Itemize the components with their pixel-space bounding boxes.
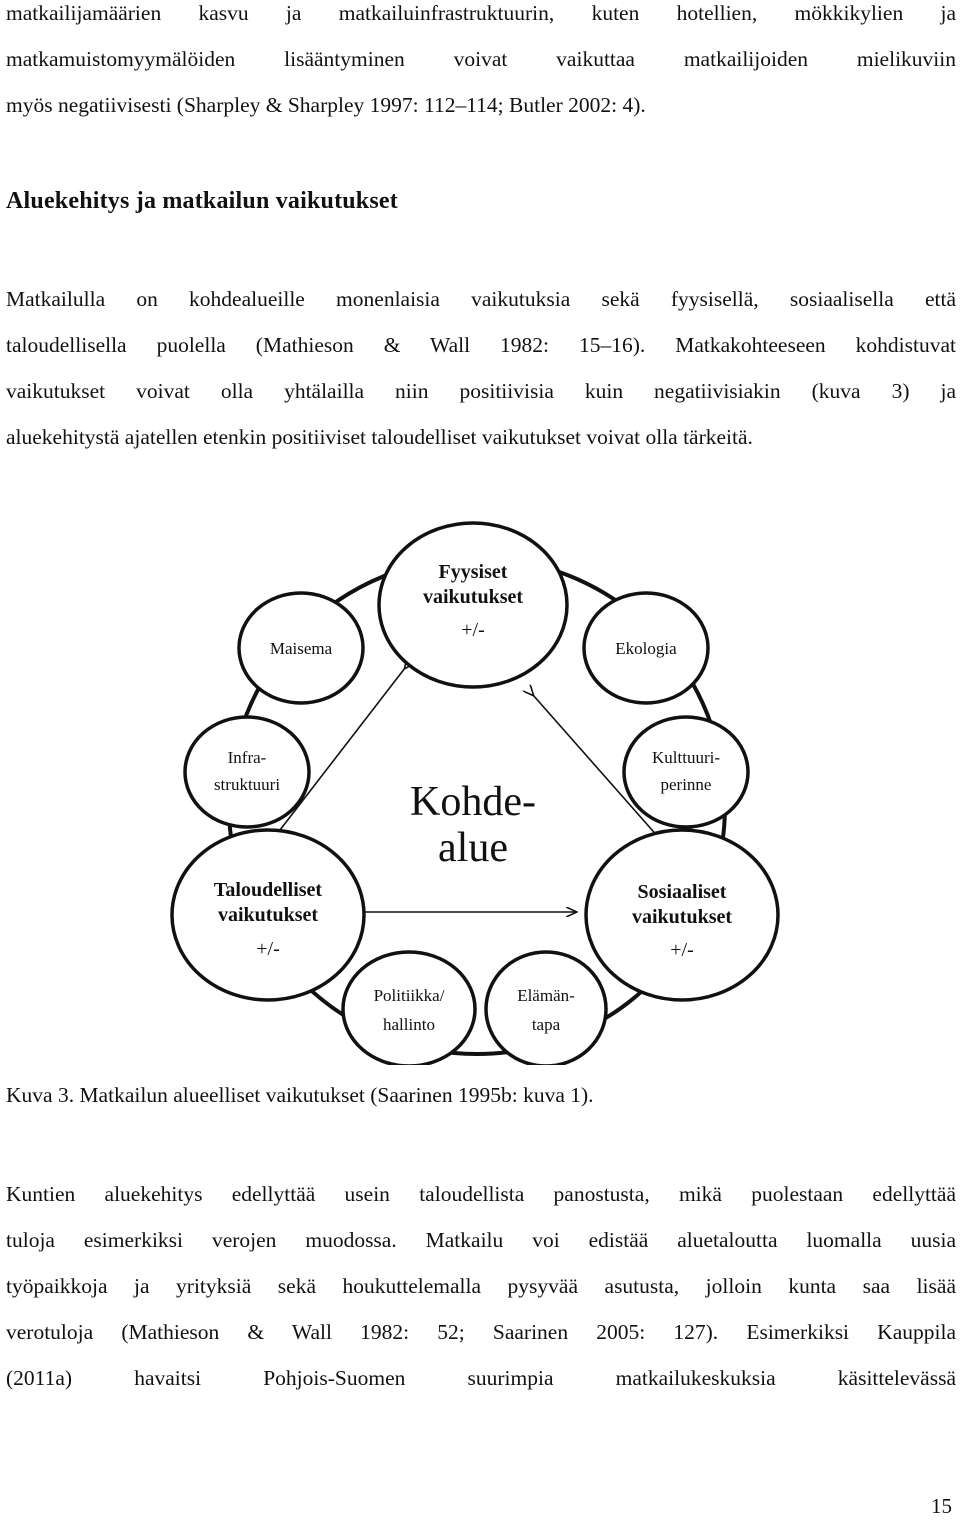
node-politiikka	[343, 952, 475, 1065]
text-line: myös negatiivisesti (Sharpley & Sharpley 1997: 112–114; Butler 2002: 4).	[6, 93, 646, 117]
impact-diagram	[150, 520, 810, 1065]
node-label: Taloudelliset	[213, 879, 323, 901]
page-number: 15	[931, 1494, 952, 1518]
text-line: verotuloja (Mathieson & Wall 1982: 52; Saarinen 2005: 127). Esimerkiksi Kauppila	[6, 1320, 956, 1344]
node-maisema	[239, 593, 363, 703]
node-elamantapa	[486, 952, 606, 1065]
node-sign: +/-	[461, 619, 485, 641]
node-infrastruktuuri	[185, 717, 309, 827]
body-paragraph-2	[6, 1171, 956, 1401]
node-ekologia	[584, 593, 708, 703]
intro-paragraph	[6, 0, 956, 128]
node-label: Fyysiset	[438, 561, 508, 583]
node-kulttuuriperinne	[624, 717, 748, 827]
node-sign: +/-	[256, 938, 280, 960]
node-taloudelliset	[172, 830, 364, 1000]
figure-caption: Kuva 3. Matkailun alueelliset vaikutukset (Saarinen 1995b: kuva 1).	[6, 1083, 594, 1107]
node-label: Maisema	[269, 639, 333, 658]
text-line: matkamuistomyymälöiden lisääntyminen voivat vaikuttaa matkailijoiden mielikuviin	[6, 47, 956, 71]
node-label: Elämän-	[517, 986, 575, 1005]
text-line: Matkailulla on kohdealueille monenlaisia vaikutuksia sekä fyysisellä, sosiaalisella että	[6, 287, 956, 311]
text-line: Kuntien aluekehitys edellyttää usein taloudellista panostusta, mikä puolestaan edellyttää	[6, 1182, 956, 1206]
text-line: vaikutukset voivat olla yhtälailla niin positiivisia kuin negatiivisiakin (kuva 3) ja	[6, 379, 956, 403]
node-sosiaaliset	[586, 830, 778, 1000]
center-label-line: alue	[438, 825, 508, 871]
section-heading: Aluekehitys ja matkailun vaikutukset	[6, 188, 398, 214]
text-line: työpaikkoja ja yrityksiä sekä houkuttelemalla pysyvää asutusta, jolloin kunta saa lisää	[6, 1274, 956, 1298]
node-label: struktuuri	[213, 775, 281, 794]
text-line: aluekehitystä ajatellen etenkin positiiviset taloudelliset vaikutukset voivat olla tärkeitä.	[6, 425, 753, 449]
center-label	[410, 779, 536, 871]
text-line: (2011a) havaitsi Pohjois-Suomen suurimpia matkailukeskuksia käsittelevässä	[6, 1366, 956, 1390]
node-label: vaikutukset	[631, 906, 733, 928]
text-line: matkailijamäärien kasvu ja matkailuinfrastruktuurin, kuten hotellien, mökkikylien ja	[6, 1, 956, 25]
node-label: Kulttuuri-	[652, 748, 720, 767]
node-label: Sosiaaliset	[637, 881, 727, 903]
node-label: perinne	[660, 775, 712, 794]
node-label: vaikutukset	[217, 904, 319, 926]
text-line: tuloja esimerkiksi verojen muodossa. Matkailu voi edistää aluetaloutta luomalla uusia	[6, 1228, 956, 1252]
text-line: taloudellisella puolella (Mathieson & Wall 1982: 15–16). Matkakohteeseen kohdistuvat	[6, 333, 956, 357]
node-label: Politiikka/	[373, 986, 445, 1005]
node-sign: +/-	[670, 939, 694, 961]
node-label: vaikutukset	[422, 586, 524, 608]
center-label-line: Kohde-	[410, 779, 536, 825]
body-paragraph	[6, 276, 956, 460]
node-label: tapa	[531, 1015, 561, 1034]
node-fyysiset	[379, 523, 567, 687]
node-label: hallinto	[383, 1015, 435, 1034]
node-label: Ekologia	[615, 639, 677, 658]
node-label: Infra-	[227, 748, 267, 767]
